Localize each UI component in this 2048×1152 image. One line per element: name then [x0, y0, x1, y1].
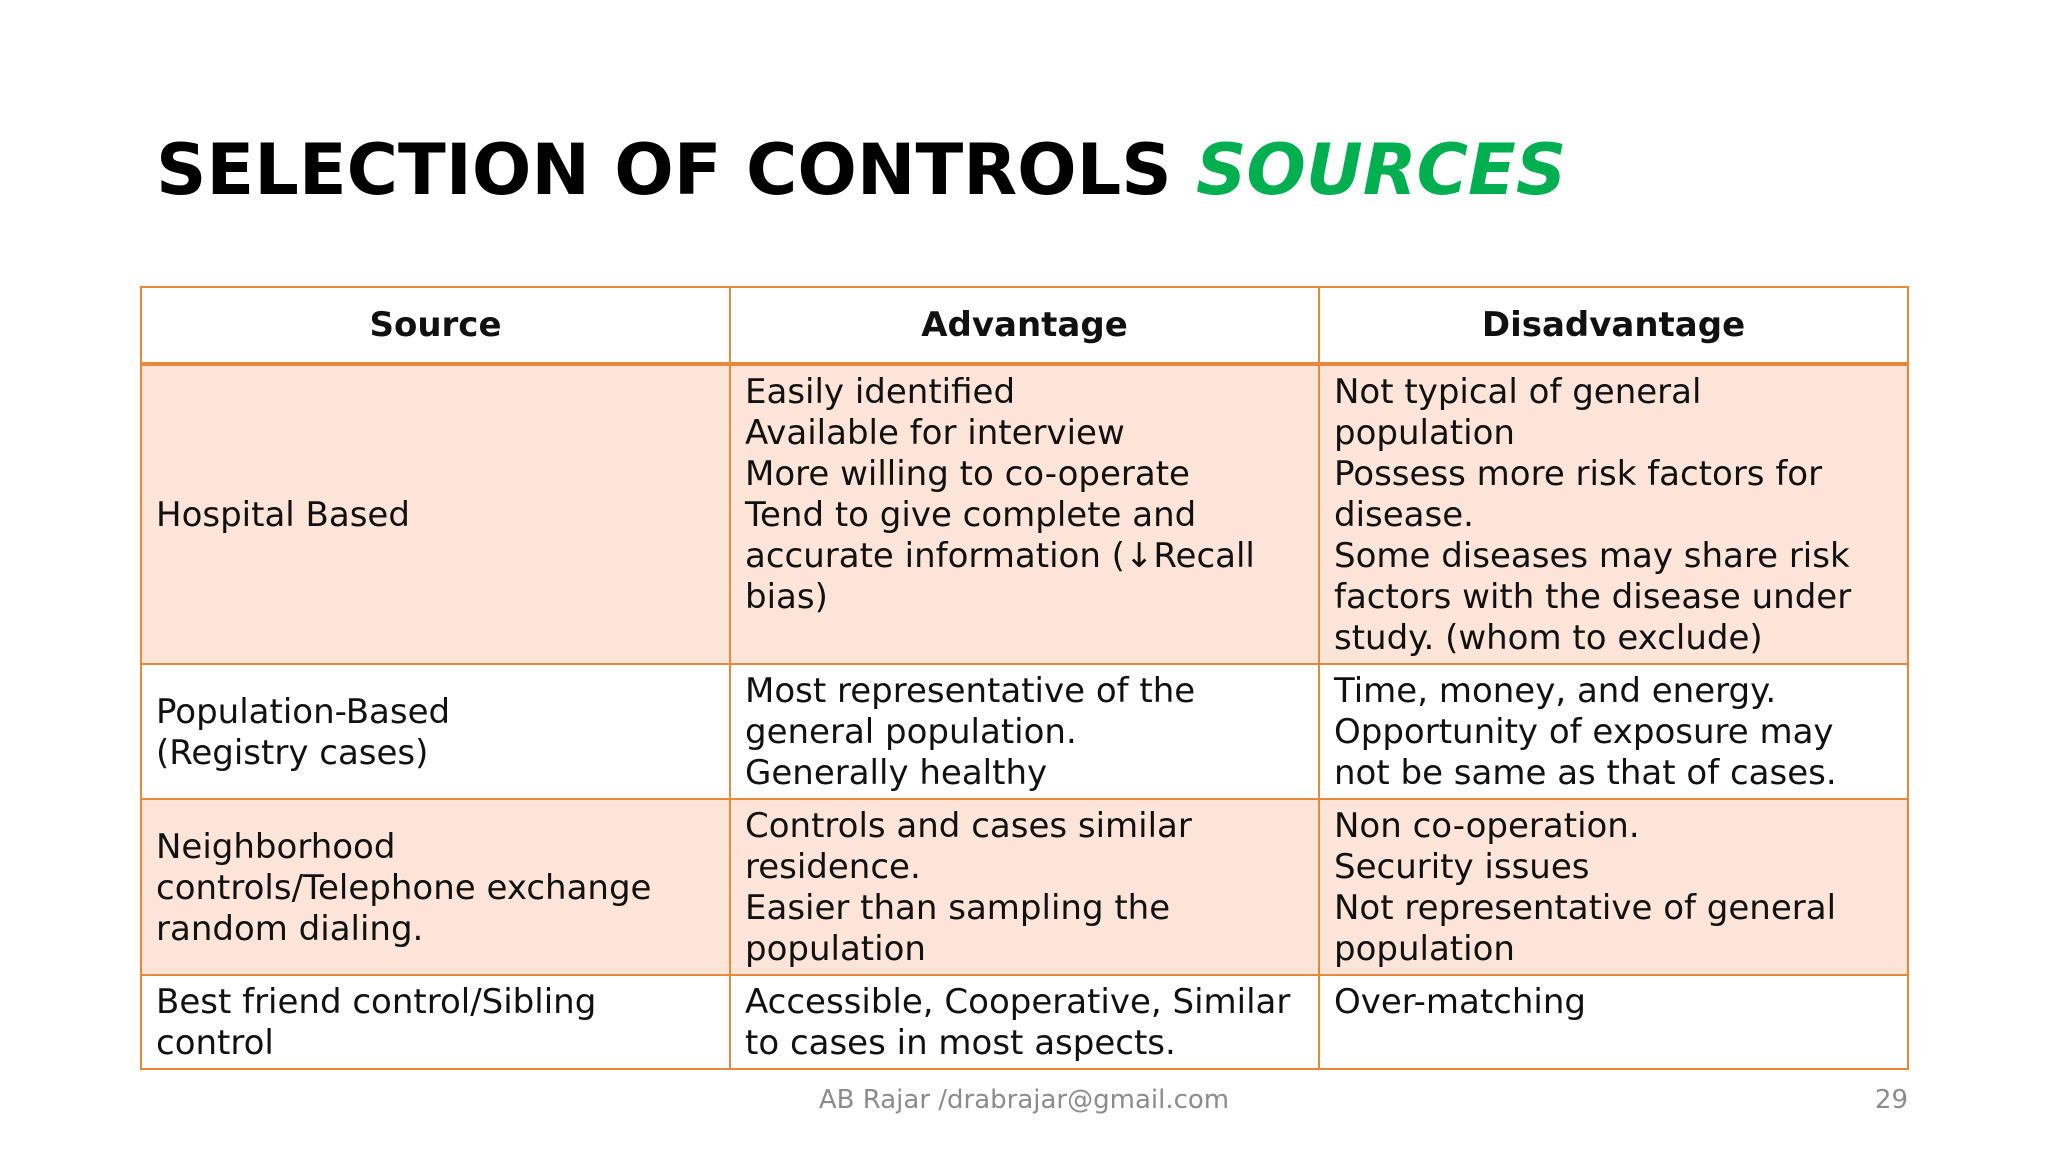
cell-source	[141, 364, 730, 664]
cell-line: Best friend control/Sibling control	[156, 982, 597, 1063]
cell-line: Controls and cases similar residence.	[745, 806, 1192, 887]
table-header-row	[141, 287, 1908, 364]
cell-line: Opportunity of exposure may not be same as that of cases.	[1334, 712, 1837, 793]
cell-line: Over-matching	[1334, 982, 1586, 1022]
cell-disadvantage	[1319, 664, 1908, 799]
cell-line: Not typical of general population	[1334, 372, 1702, 453]
header-source: Source	[141, 287, 730, 364]
cell-disadvantage	[1319, 975, 1908, 1069]
cell-line: Generally healthy	[745, 753, 1048, 793]
cell-line: Non co-operation.	[1334, 806, 1640, 846]
cell-line: Security issues	[1334, 847, 1590, 887]
cell-line: Accessible, Cooperative, Similar to cases in most aspects.	[745, 982, 1291, 1063]
cell-line: Some diseases may share risk factors with the disease under study. (whom to exclude)	[1334, 536, 1852, 658]
cell-line: Possess more risk factors for disease.	[1334, 454, 1823, 535]
cell-line: Most representative of the general population.	[745, 671, 1196, 752]
slide-title-main: SELECTION OF CONTROLS	[156, 129, 1196, 211]
cell-line: Available for interview	[745, 413, 1125, 453]
sources-table	[140, 286, 1909, 1070]
table-row	[141, 364, 1908, 664]
cell-line: Easily identified	[745, 372, 1016, 412]
cell-line: Time, money, and energy.	[1334, 671, 1777, 711]
cell-advantage	[730, 364, 1319, 664]
table-row	[141, 975, 1908, 1069]
cell-line: Not representative of general population	[1334, 888, 1837, 969]
footer-author: AB Rajar /drabrajar@gmail.com	[818, 1085, 1230, 1115]
cell-line: Hospital Based	[156, 495, 410, 535]
cell-advantage	[730, 975, 1319, 1069]
cell-line: Easier than sampling the population	[745, 888, 1171, 969]
table-row	[141, 799, 1908, 975]
slide-title	[156, 128, 1566, 212]
cell-source	[141, 799, 730, 975]
page-number: 29	[1874, 1085, 1908, 1115]
cell-source	[141, 664, 730, 799]
cell-line: Tend to give complete and accurate information (↓Recall bias)	[745, 495, 1255, 617]
cell-advantage	[730, 664, 1319, 799]
sources-table-container	[140, 286, 1908, 1070]
cell-line: Population-Based	[156, 691, 451, 732]
cell-line: Neighborhood controls/Telephone exchange random dialing.	[156, 826, 652, 949]
table-row	[141, 664, 1908, 799]
cell-disadvantage	[1319, 364, 1908, 664]
header-advantage: Advantage	[730, 287, 1319, 364]
cell-advantage	[730, 799, 1319, 975]
cell-line: More willing to co-operate	[745, 454, 1190, 494]
cell-disadvantage	[1319, 799, 1908, 975]
cell-source	[141, 975, 730, 1069]
cell-line: (Registry cases)	[156, 732, 429, 773]
slide-title-accent: SOURCES	[1196, 129, 1567, 211]
header-disadvantage: Disadvantage	[1319, 287, 1908, 364]
